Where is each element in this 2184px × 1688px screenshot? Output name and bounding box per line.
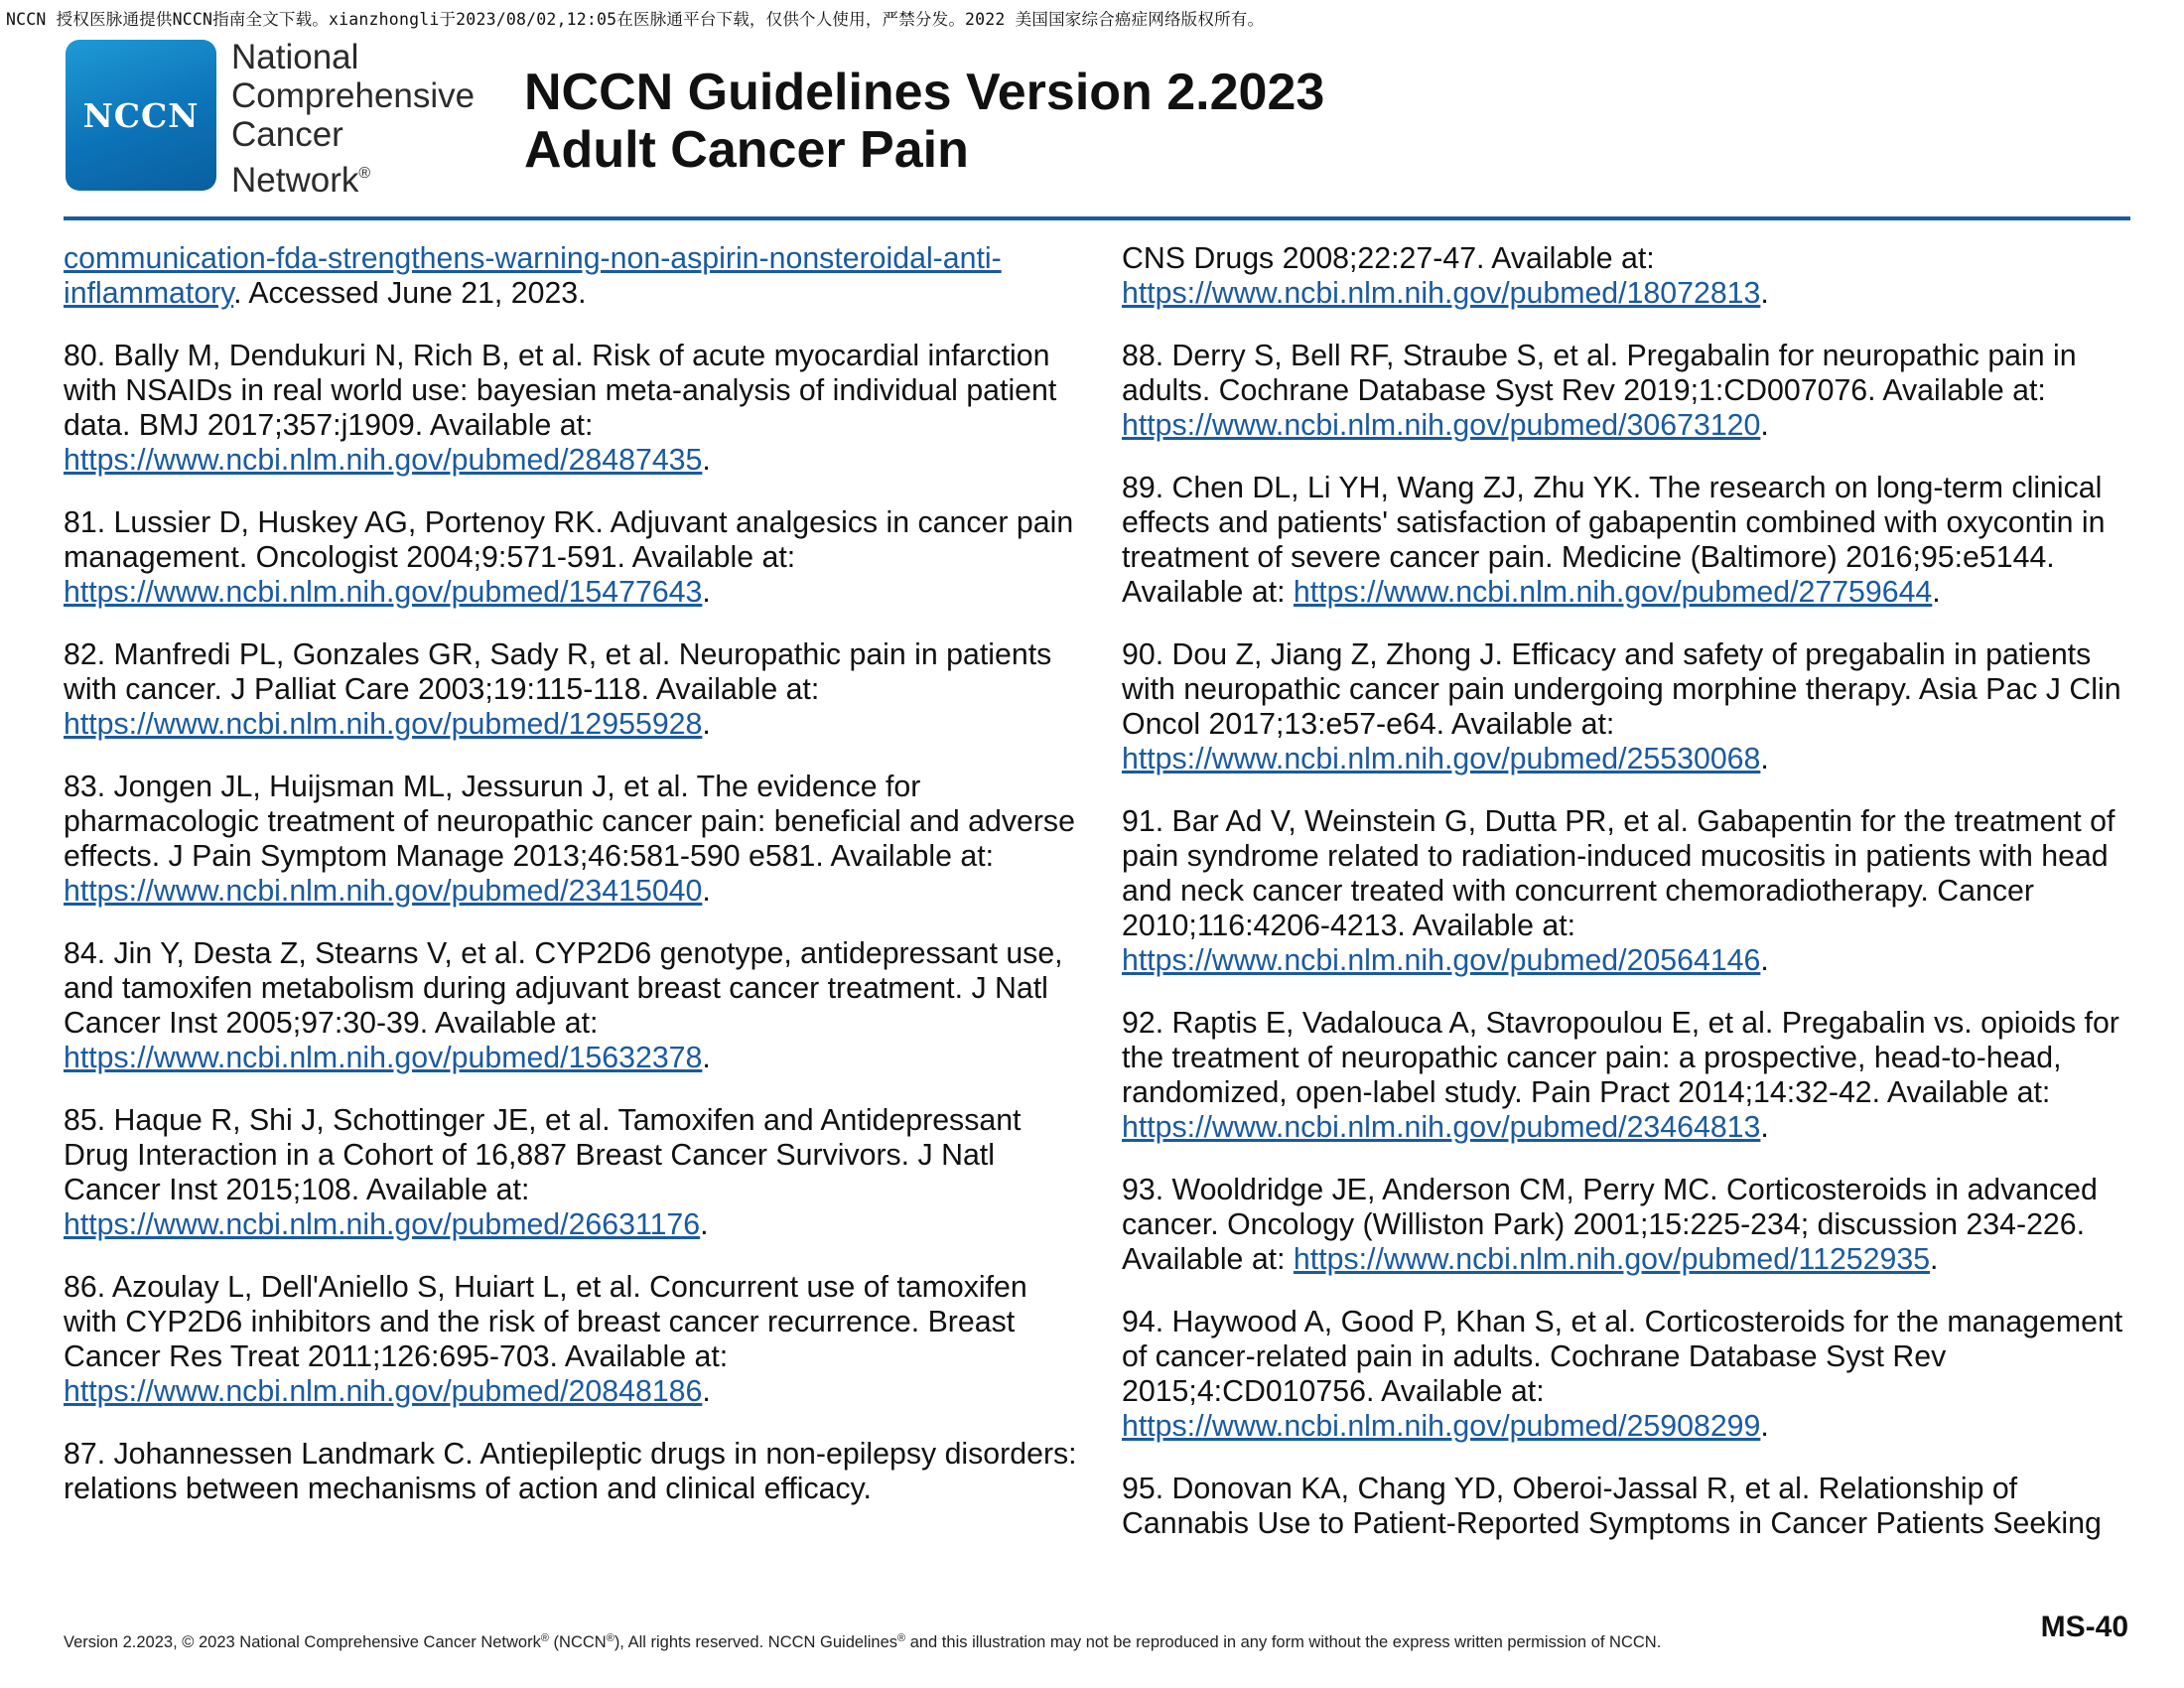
reference-link[interactable]: https://www.ncbi.nlm.nih.gov/pubmed/15477643 [64,576,703,609]
references-right-column [1122,241,2140,1569]
reference-text: 80. Bally M, Dendukuri N, Rich B, et al. Risk of acute myocardial infarction with NSAIDs in real world use: bayesian meta-analysis of individual patient data. BMJ 2017;357:j1909. Available at: [64,340,1057,442]
reference-entry [64,241,1082,311]
reference-text: 89. Chen DL, Li YH, Wang ZJ, Zhu YK. The research on long-term clinical effects and patients' satisfaction of gabapentin combined with oxycontin in treatment of severe cancer pain. Medicine (Baltimore) 2016;95:e5144. Available at: [1122,472,2106,609]
guideline-version: NCCN Guidelines Version 2.2023 [524,64,1325,121]
logo-abbreviation: NCCN [82,95,200,135]
references-left-column [64,241,1082,1534]
reference-text: 81. Lussier D, Huskey AG, Portenoy RK. Adjuvant analgesics in cancer pain management. Oncologist 2004;9:571-591. Available at: [64,506,1074,574]
reference-link[interactable]: https://www.ncbi.nlm.nih.gov/pubmed/30673120 [1122,409,1761,442]
reference-entry [1122,804,2140,978]
logo-organization-name [231,38,529,200]
reference-link[interactable]: https://www.ncbi.nlm.nih.gov/pubmed/23415040 [64,875,703,908]
reference-text: 84. Jin Y, Desta Z, Stearns V, et al. CYP2D6 genotype, antidepressant use, and tamoxifen metabolism during adjuvant breast cancer treatment. J Natl Cancer Inst 2005;97:30-39. Available at: [64,937,1063,1040]
reference-suffix: . [702,708,711,741]
reference-text: 90. Dou Z, Jiang Z, Zhong J. Efficacy and safety of pregabalin in patients with neuropathic cancer pain undergoing morphine therapy. Asia Pac J Clin Oncol 2017;13:e57-e64. Available at: [1122,638,2121,741]
reference-entry [1122,241,2140,311]
reference-link[interactable]: https://www.ncbi.nlm.nih.gov/pubmed/15632378 [64,1042,703,1074]
reference-suffix: . [700,1208,709,1241]
reference-suffix: . [702,576,711,609]
copyright-footer: Version 2.2023, © 2023 National Comprehensive Cancer Network® (NCCN®), All rights reserved. NCCN Guidelines® and this illustration may not be reproduced in any form without the express written permission of NCCN. [64,1632,1662,1651]
reference-link[interactable]: communication-fda-strengthens-warning-non-aspirin-nonsteroidal-anti-inflammatory [64,242,1002,310]
reference-suffix: . [702,444,711,477]
reference-link[interactable]: https://www.ncbi.nlm.nih.gov/pubmed/20848186 [64,1375,703,1408]
reference-link[interactable]: https://www.ncbi.nlm.nih.gov/pubmed/23464813 [1122,1111,1761,1144]
reference-link[interactable]: https://www.ncbi.nlm.nih.gov/pubmed/20564146 [1122,944,1761,977]
reference-text: 93. Wooldridge JE, Anderson CM, Perry MC. Corticosteroids in advanced cancer. Oncology (Williston Park) 2001;15:225-234; discussion 234-226. Available at: [1122,1174,2098,1276]
reference-entry [64,505,1082,610]
reference-suffix: . [1760,277,1769,310]
reference-suffix: . [1760,944,1769,977]
reference-link[interactable]: https://www.ncbi.nlm.nih.gov/pubmed/18072813 [1122,277,1761,310]
header-divider [64,216,2130,220]
reference-link[interactable]: https://www.ncbi.nlm.nih.gov/pubmed/25908299 [1122,1410,1761,1443]
reference-text: 83. Jongen JL, Huijsman ML, Jessurun J, et al. The evidence for pharmacologic treatment of neuropathic cancer pain: beneficial and adverse effects. J Pain Symptom Manage 2013;46:581-590 e581. Available at: [64,771,1075,873]
reference-entry [64,1103,1082,1242]
logo-line: Cancer [231,115,343,154]
reference-suffix: . Accessed June 21, 2023. [233,277,587,310]
reference-text: 95. Donovan KA, Chang YD, Oberoi-Jassal R, et al. Relationship of Cannabis Use to Patient-Reported Symptoms in Cancer Patients Seeking [1122,1473,2102,1540]
reference-text: 92. Raptis E, Vadalouca A, Stavropoulou E, et al. Pregabalin vs. opioids for the treatment of neuropathic cancer pain: a prospective, head-to-head, randomized, open-label study. Pain Pract 2014;14:32-42. Available at: [1122,1007,2119,1109]
reference-link[interactable]: https://www.ncbi.nlm.nih.gov/pubmed/12955928 [64,708,703,741]
reference-entry [1122,471,2140,610]
reference-entry [64,637,1082,742]
page-title [524,64,1324,179]
guideline-topic: Adult Cancer Pain [524,121,969,179]
reference-link[interactable]: https://www.ncbi.nlm.nih.gov/pubmed/11252935 [1293,1243,1931,1276]
reference-text: 82. Manfredi PL, Gonzales GR, Sady R, et al. Neuropathic pain in patients with cancer. J Palliat Care 2003;19:115-118. Available at: [64,638,1052,706]
reference-entry [1122,339,2140,443]
reference-entry [1122,637,2140,776]
reference-suffix: . [1760,743,1769,775]
nccn-logo [66,40,216,191]
reference-link[interactable]: https://www.ncbi.nlm.nih.gov/pubmed/25530068 [1122,743,1761,775]
reference-suffix: . [1760,1111,1769,1144]
reference-link[interactable]: https://www.ncbi.nlm.nih.gov/pubmed/27759644 [1293,576,1933,609]
logo-line: Network® [231,161,371,200]
reference-entry [64,339,1082,478]
reference-entry [1122,1173,2140,1277]
reference-link[interactable]: https://www.ncbi.nlm.nih.gov/pubmed/26631176 [64,1208,701,1241]
reference-suffix: . [702,875,711,908]
reference-entry [64,1437,1082,1506]
reference-text: CNS Drugs 2008;22:27-47. Available at: [1122,242,1655,275]
reference-text: 85. Haque R, Shi J, Schottinger JE, et al. Tamoxifen and Antidepressant Drug Interaction in a Cohort of 16,887 Breast Cancer Survivors. J Natl Cancer Inst 2015;108. Available at: [64,1104,1022,1206]
registered-mark: ® [358,165,371,182]
reference-suffix: . [702,1375,711,1408]
reference-text: 91. Bar Ad V, Weinstein G, Dutta PR, et al. Gabapentin for the treatment of pain syndrome related to radiation-induced mucositis in patients with head and neck cancer treated with concurrent chemoradiotherapy. Cancer 2010;116:4206-4213. Available at: [1122,805,2116,942]
logo-line: National [231,38,359,76]
reference-text: 86. Azoulay L, Dell'Aniello S, Huiart L, et al. Concurrent use of tamoxifen with CYP2D6 inhibitors and the risk of breast cancer recurrence. Breast Cancer Res Treat 2011;126:695-703. Available at: [64,1271,1027,1373]
reference-suffix: . [1760,409,1769,442]
reference-entry [64,770,1082,909]
page-number: MS-40 [2040,1611,2128,1643]
reference-link[interactable]: https://www.ncbi.nlm.nih.gov/pubmed/28487435 [64,444,703,477]
reference-entry [1122,1006,2140,1145]
reference-suffix: . [702,1042,711,1074]
reference-suffix: . [1760,1410,1769,1443]
logo-line: Comprehensive [231,76,476,115]
reference-entry [1122,1305,2140,1444]
reference-suffix: . [1930,1243,1939,1276]
reference-entry [1122,1472,2140,1541]
reference-text: 88. Derry S, Bell RF, Straube S, et al. Pregabalin for neuropathic pain in adults. Cochrane Database Syst Rev 2019;1:CD007076. Available at: [1122,340,2077,407]
reference-suffix: . [1932,576,1941,609]
reference-entry [64,936,1082,1075]
reference-text: 87. Johannessen Landmark C. Antiepileptic drugs in non-epilepsy disorders: relations between mechanisms of action and clinical efficacy. [64,1438,1077,1505]
reference-entry [64,1270,1082,1409]
download-watermark: NCCN 授权医脉通提供NCCN指南全文下载。xianzhongli于2023/08/02,12:05在医脉通平台下载，仅供个人使用，严禁分发。2022 美国国家综合癌症网络版权所有。 [6,10,1265,29]
reference-text: 94. Haywood A, Good P, Khan S, et al. Corticosteroids for the management of cancer-related pain in adults. Cochrane Database Syst Rev 2015;4:CD010756. Available at: [1122,1306,2123,1408]
